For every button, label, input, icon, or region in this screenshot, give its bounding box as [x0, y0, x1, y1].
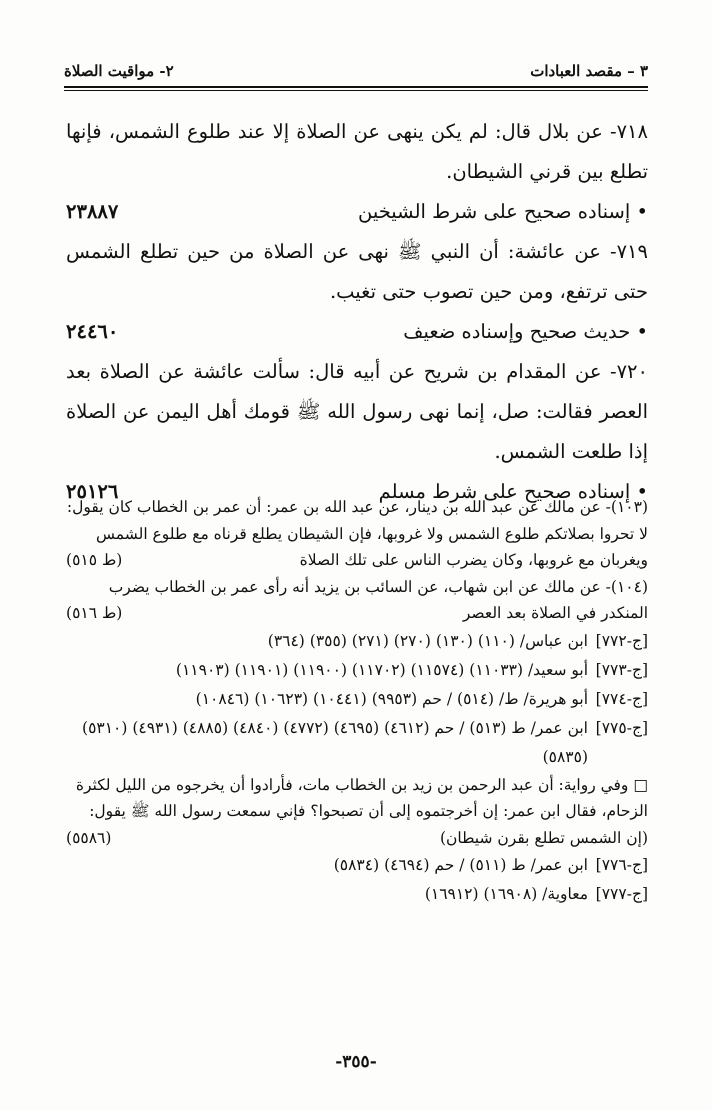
cross-ref-row	[66, 714, 648, 772]
quote-text: □ وفي رواية: أن عبد الرحمن بن زيد بن الخطاب مات، فأرادوا أن يخرجوه من الليل لكثرة الزحام، فقال ابن عمر: إن أخرجتموه إلى أن تصبحوا؟ فإني سمعت رسول الله ﷺ يقول: (إن الشمس تطلع بقرن شيطان)	[66, 772, 648, 852]
quote-ref: (٥٥٨٦)	[66, 828, 112, 847]
cross-ref-label: [ج-٧٧٧]	[595, 885, 648, 903]
note-ref: (ط ٥١٥)	[66, 551, 123, 569]
cross-ref-label: [ج-٧٧٥]	[595, 718, 648, 737]
running-header	[64, 56, 648, 88]
note-text: (١٠٤)- عن مالك عن ابن شهاب، عن السائب بن يزيد أنه رأى عمر بن الخطاب يضرب المنكدر في الصلاة بعد العصر	[108, 577, 648, 622]
cross-ref-row	[66, 627, 648, 656]
cross-ref-text: ابن عباس/ (١١٠) (١٣٠) (٢٧٠) (٢٧١) (٣٥٥) (٣٦٤)	[267, 631, 588, 650]
cross-ref-row	[66, 685, 648, 714]
hadith-grade	[66, 312, 648, 352]
header-rule	[64, 90, 648, 91]
cross-ref-label: [ج-٧٧٤]	[595, 689, 648, 708]
hadith-grade	[66, 192, 648, 232]
hadith-text: ٧١٩- عن عائشة: أن النبي ﷺ نهى عن الصلاة من حين تطلع الشمس حتى ترتفع، ومن حين تصوب حتى تغيب.	[66, 240, 648, 303]
hadith-text: ٧١٨- عن بلال قال: لم يكن ينهى عن الصلاة إلا عند طلوع الشمس، فإنها تطلع بين قرني الشيطان.	[66, 120, 648, 183]
header-section: ٢- مواقيت الصلاة	[64, 62, 174, 80]
note-text: (١٠٣)- عن مالك عن عبد الله بن دينار، عن عبد الله بن عمر: أن عمر بن الخطاب كان يقول: لا تحروا بصلاتكم طلوع الشمس ولا غروبها، فإن الشيطان يطلع قرناه مع طلوع الشمس ويغربان مع غروبها، وكان يضرب الناس على تلك الصلاة	[66, 498, 648, 569]
hadith-number: ٢٣٨٨٧	[66, 200, 119, 223]
cross-ref-text: ابن عمر/ ط (٥١١) / حم (٤٦٩٤) (٥٨٣٤)	[333, 856, 588, 874]
cross-ref-text: ابن عمر/ ط (٥١٣) / حم (٤٦١٢) (٤٦٩٥) (٤٧٧٢) (٤٨٤٠) (٤٨٨٥) (٤٩٣١) (٥٣١٠) (٥٨٣٥)	[82, 718, 588, 766]
cross-ref-label: [ج-٧٧٦]	[595, 856, 648, 874]
cross-ref-row	[66, 851, 648, 880]
hadith-number: ٢٥١٢٦	[66, 480, 119, 503]
header-chapter: ٣ – مقصد العبادات	[530, 62, 648, 80]
page-number: -٣٥٥-	[335, 1052, 377, 1072]
grade-text: • إسناده صحيح على شرط مسلم	[379, 472, 648, 512]
grade-text: • إسناده صحيح على شرط الشيخين	[358, 192, 648, 232]
grade-text: • حديث صحيح وإسناده ضعيف	[403, 312, 648, 352]
cross-ref-text: معاوية/ (١٦٩٠٨) (١٦٩١٢)	[424, 885, 588, 903]
cross-ref-row	[66, 656, 648, 685]
hadith-list	[66, 112, 648, 512]
notes-section	[66, 494, 648, 909]
cross-ref-text: أبو سعيد/ (١١٠٣٣) (١١٥٧٤) (١١٧٠٢) (١١٩٠٠) (١١٩٠١) (١١٩٠٣)	[175, 660, 588, 679]
cross-ref-label: [ج-٧٧٢]	[595, 631, 648, 650]
note-104	[66, 574, 648, 627]
cross-ref-label: [ج-٧٧٣]	[595, 660, 648, 679]
cross-ref-row	[66, 880, 648, 909]
cross-ref-text: أبو هريرة/ ط/ (٥١٤) / حم (٩٩٥٣) (١٠٤٤١) (١٠٦٢٣) (١٠٨٤٦)	[195, 689, 588, 708]
note-103	[66, 494, 648, 574]
narration-quote	[66, 772, 648, 852]
hadith-number: ٢٤٤٦٠	[66, 320, 119, 343]
hadith-text: ٧٢٠- عن المقدام بن شريح عن أبيه قال: سألت عائشة عن الصلاة بعد العصر فقالت: صل، إنما نهى رسول الله ﷺ قومك أهل اليمن عن الصلاة إذا طلعت الشمس.	[66, 360, 648, 463]
note-ref: (ط ٥١٦)	[66, 604, 123, 622]
